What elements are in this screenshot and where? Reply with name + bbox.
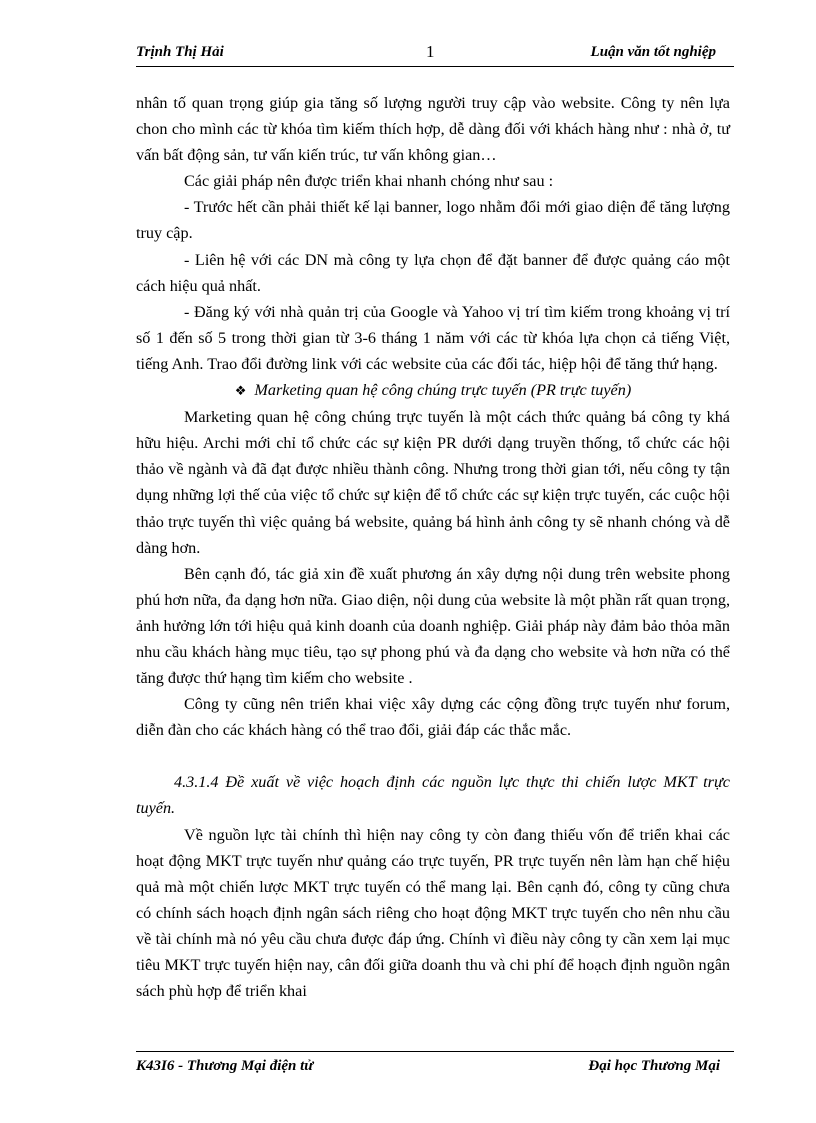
page-header xyxy=(136,42,734,67)
subsection-heading xyxy=(136,377,730,404)
list-item: - Liên hệ với các DN mà công ty lựa chọn để đặt banner để được quảng cáo một cách hiệu quả nhất. xyxy=(136,250,730,295)
page-number: 1 xyxy=(426,42,435,61)
paragraph: Các giải pháp nên được triển khai nhanh chóng như sau : xyxy=(184,172,554,191)
header-author: Trịnh Thị Hải xyxy=(136,44,224,60)
footer-university: Đại học Thương Mại xyxy=(588,1058,720,1074)
subsection-heading-text: Marketing quan hệ công chúng trực tuyến (PR trực tuyến) xyxy=(254,381,632,400)
footer-class-name: K43I6 - Thương Mại điện tử xyxy=(136,1058,314,1074)
paragraph: Marketing quan hệ công chúng trực tuyến là một cách thức quảng bá công ty khá hữu hiệu. Archi mới chỉ tổ chức các sự kiện PR dưới dạng truyền thống, tổ chức các hội thảo về ngành và đã đạt được nhiều thành công. Nhưng trong thời gian tới, nếu công ty tận dụng những lợi thế của việc tổ chức sự kiện để tổ chức các sự kiện trực tuyến, các cuộc hội thảo trực tuyến thì việc quảng bá website, quảng bá hình ảnh công ty sẽ nhanh chóng và dễ dàng hơn. xyxy=(136,408,730,557)
list-item: - Đăng ký với nhà quản trị của Google và Yahoo vị trí tìm kiếm trong khoảng vị trí số 1 đến số 5 trong thời gian từ 3-6 tháng 1 năm với các từ khóa lựa chọn cả tiếng Việt, tiếng Anh. Trao đổi đường link với các website của các đối tác, hiệp hội để tăng thứ hạng. xyxy=(136,302,730,373)
header-doc-type: Luận văn tốt nghiệp xyxy=(590,44,716,60)
diamond-bullet-icon: ❖ xyxy=(234,383,247,399)
paragraph: Công ty cũng nên triển khai việc xây dựng các cộng đồng trực tuyến như forum, diễn đàn cho các khách hàng có thể trao đổi, giải đáp các thắc mắc. xyxy=(136,695,730,740)
page-footer xyxy=(136,1051,734,1080)
paragraph: Về nguồn lực tài chính thì hiện nay công ty còn đang thiếu vốn để triển khai các hoạt động MKT trực tuyến như quảng cáo trực tuyến, PR trực tuyến nên làm hạn chế hiệu quả mà một chiến lược MKT trực tuyến có thể mang lại. Bên cạnh đó, công ty cũng chưa có chính sách hoạch định ngân sách riêng cho hoạt động MKT trực tuyến cho nên nhu cầu về tài chính mà nó yêu cầu chưa được đáp ứng. Chính vì điều này công ty cần xem lại mục tiêu MKT trực tuyến hiện nay, cân đối giữa doanh thu và chi phí để hoạch định nguồn ngân sách phù hợp để triển khai xyxy=(136,825,730,1001)
paragraph: nhân tố quan trọng giúp gia tăng số lượng người truy cập vào website. Công ty nên lựa chon cho mình các từ khóa tìm kiếm thích hợp, dễ dàng đối với khách hàng như : nhà ở, tư vấn bất động sản, tư vấn kiến trúc, tư vấn không gian… xyxy=(136,94,730,165)
section-heading: 4.3.1.4 Đề xuất về việc hoạch định các nguồn lực thực thi chiến lược MKT trực tuyến. xyxy=(136,773,730,818)
list-item: - Trước hết cần phải thiết kế lại banner, logo nhằm đổi mới giao diện để tăng lượng truy cập. xyxy=(136,198,730,243)
paragraph: Bên cạnh đó, tác giả xin đề xuất phương án xây dựng nội dung trên website phong phú hơn nữa, đa dạng hơn nữa. Giao diện, nội dung của website là một phần rất quan trọng, ảnh hưởng lớn tới hiệu quả kinh doanh của doanh nghiệp. Giải pháp này đảm bảo thỏa mãn nhu cầu khách hàng mục tiêu, tạo sự phong phú và đa dạng cho website và hơn nữa có thể tăng được thứ hạng tìm kiếm cho website . xyxy=(136,564,730,688)
document-body xyxy=(136,90,730,1004)
